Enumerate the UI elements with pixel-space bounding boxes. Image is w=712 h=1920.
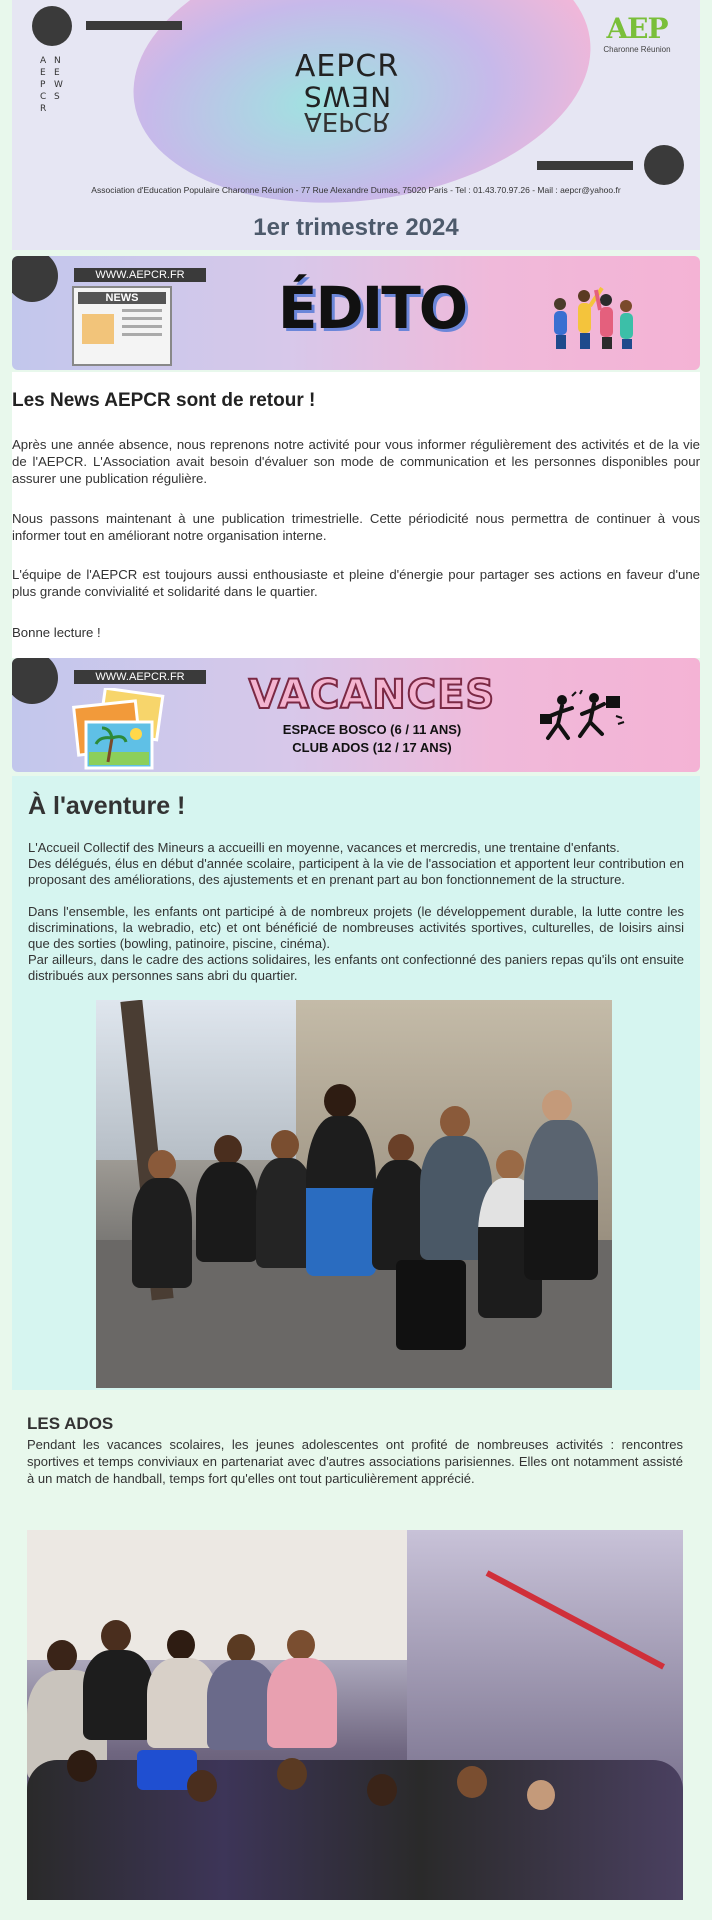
text-line bbox=[122, 309, 162, 312]
aventure-paragraph: Des délégués, élus en début d'année scolaire, participent à la vie de l'association et apportent leur contribution en proposant des améliorations, des ajustements et en prenant part au bon fonctionnement de la structure. bbox=[28, 856, 684, 888]
newspaper-photo-icon bbox=[82, 314, 114, 344]
person-head bbox=[388, 1134, 414, 1162]
person-head bbox=[367, 1774, 397, 1806]
edito-section bbox=[12, 372, 700, 658]
edito-heading: Les News AEPCR sont de retour ! bbox=[12, 390, 316, 411]
aventure-paragraph: L'Accueil Collectif des Mineurs a accueilli en moyenne, vacances et mercredis, une trentaine d'enfants. bbox=[28, 840, 620, 855]
vertical-text-right: N E W S bbox=[54, 56, 64, 102]
edito-paragraph: Bonne lecture ! bbox=[12, 625, 101, 640]
person-head bbox=[214, 1135, 242, 1165]
text-line bbox=[122, 333, 162, 336]
person-figure bbox=[83, 1650, 153, 1740]
person-figure bbox=[524, 1120, 598, 1280]
shopping-trolley bbox=[396, 1260, 466, 1350]
text-line bbox=[122, 317, 162, 320]
logo-line: AEPCR bbox=[303, 106, 391, 136]
website-label: WWW.AEPCR.FR bbox=[74, 670, 206, 684]
person-head bbox=[496, 1150, 524, 1180]
person-head bbox=[167, 1630, 195, 1660]
ados-paragraph: Pendant les vacances scolaires, les jeunes adolescentes ont profité de nombreuses activités : rencontres sportives et temps conviviaux en partenariat avec d'autres associations parisiennes. Elles ont notamment assisté à un match de handball, temps fort qu'elles ont tout particulièrement apprécié. bbox=[27, 1437, 683, 1486]
decorative-dot bbox=[12, 256, 58, 302]
person-head bbox=[287, 1630, 315, 1660]
ados-heading: LES ADOS bbox=[27, 1414, 114, 1433]
person-head bbox=[324, 1084, 356, 1118]
aep-logo-text: AEP bbox=[606, 12, 668, 45]
vacances-banner bbox=[12, 658, 700, 772]
edito-paragraph: Après une année absence, nous reprenons notre activité pour vous informer régulièrement des activités et de la vie de l'AEPCR. L'Association avait besoin d'évaluer son mode de communication et les personnes disponibles pour assurer une publication régulière. bbox=[12, 437, 700, 486]
decorative-dot bbox=[644, 145, 684, 185]
person-figure bbox=[306, 1116, 376, 1276]
decorative-bar bbox=[537, 161, 633, 170]
edito-paragraph: Nous passons maintenant à une publication trimestrielle. Cette périodicité nous permettra de continuer à vous informer tout en améliorant notre organisation interne. bbox=[12, 511, 700, 543]
edito-banner bbox=[12, 256, 700, 370]
person-head bbox=[542, 1090, 572, 1122]
vacances-line: ESPACE BOSCO (6 / 11 ANS) bbox=[282, 722, 462, 737]
edito-title: ÉDITO bbox=[277, 274, 467, 342]
aep-logo bbox=[592, 12, 682, 54]
text-line bbox=[122, 325, 162, 328]
person-figure bbox=[132, 1178, 192, 1288]
running-people-icon bbox=[532, 690, 632, 750]
aep-logo-subtitle: Charonne Réunion bbox=[603, 45, 671, 54]
vacances-line: CLUB ADOS (12 / 17 ANS) bbox=[292, 740, 452, 755]
aventure-paragraph: Dans l'ensemble, les enfants ont participé à de nombreux projets (le développement durable, la lutte contre les discriminations, la webradio, etc) et ont bénéficié de nombreuses activités sportives, culturelles, de loisirs ainsi que des sorties (bowling, patinoire, piscine, cinéma). bbox=[28, 904, 684, 952]
website-label: WWW.AEPCR.FR bbox=[74, 268, 206, 282]
decorative-dot bbox=[32, 6, 72, 46]
issue-quarter: 1er trimestre 2024 bbox=[253, 214, 459, 241]
person-head bbox=[187, 1770, 217, 1802]
person-figure bbox=[267, 1658, 337, 1748]
aventure-heading: À l'aventure ! bbox=[28, 792, 186, 820]
person-figure bbox=[196, 1162, 258, 1262]
handball-match-photo bbox=[27, 1530, 683, 1900]
crowd-front-row bbox=[27, 1760, 683, 1900]
aepcr-news-logo bbox=[222, 49, 472, 136]
person-head bbox=[527, 1780, 555, 1810]
person-head bbox=[67, 1750, 97, 1782]
person-head bbox=[457, 1766, 487, 1798]
person-head bbox=[148, 1150, 176, 1180]
person-head bbox=[101, 1620, 131, 1652]
person-head bbox=[277, 1758, 307, 1790]
group-photo-children bbox=[96, 1000, 612, 1388]
decorative-bar bbox=[86, 21, 182, 30]
person-head bbox=[440, 1106, 470, 1138]
logo-line: NEWS bbox=[302, 80, 392, 113]
person-head bbox=[47, 1640, 77, 1672]
newspaper-icon bbox=[72, 286, 172, 366]
newsletter-header bbox=[12, 0, 700, 250]
celebrating-people-icon bbox=[542, 284, 642, 354]
decorative-dot bbox=[12, 658, 58, 704]
newspaper-title: NEWS bbox=[78, 292, 166, 304]
photo-wall bbox=[27, 1530, 407, 1660]
vertical-text-left: A E P C R bbox=[40, 56, 48, 114]
vacances-title: VACANCES bbox=[248, 672, 496, 718]
person-head bbox=[271, 1130, 299, 1160]
aventure-paragraph: Par ailleurs, dans le cadre des actions solidaires, les enfants ont confectionné des paniers repas qu'ils ont ensuite distribués aux personnes sans abri du quartier. bbox=[28, 952, 684, 984]
edito-paragraph: L'équipe de l'AEPCR est toujours aussi enthousiaste et pleine d'énergie pour partager ses actions en faveur d'une plus grande convivialité et solidarité dans le quartier. bbox=[12, 567, 700, 599]
logo-line: AEPCR bbox=[294, 49, 400, 84]
vacation-photos-icon bbox=[72, 688, 168, 770]
association-address: Association d'Education Populaire Charonne Réunion - 77 Rue Alexandre Dumas, 75020 Paris - Tel : 01.43.70.97.26 - Mail : aepcr@yahoo.fr bbox=[91, 185, 621, 195]
